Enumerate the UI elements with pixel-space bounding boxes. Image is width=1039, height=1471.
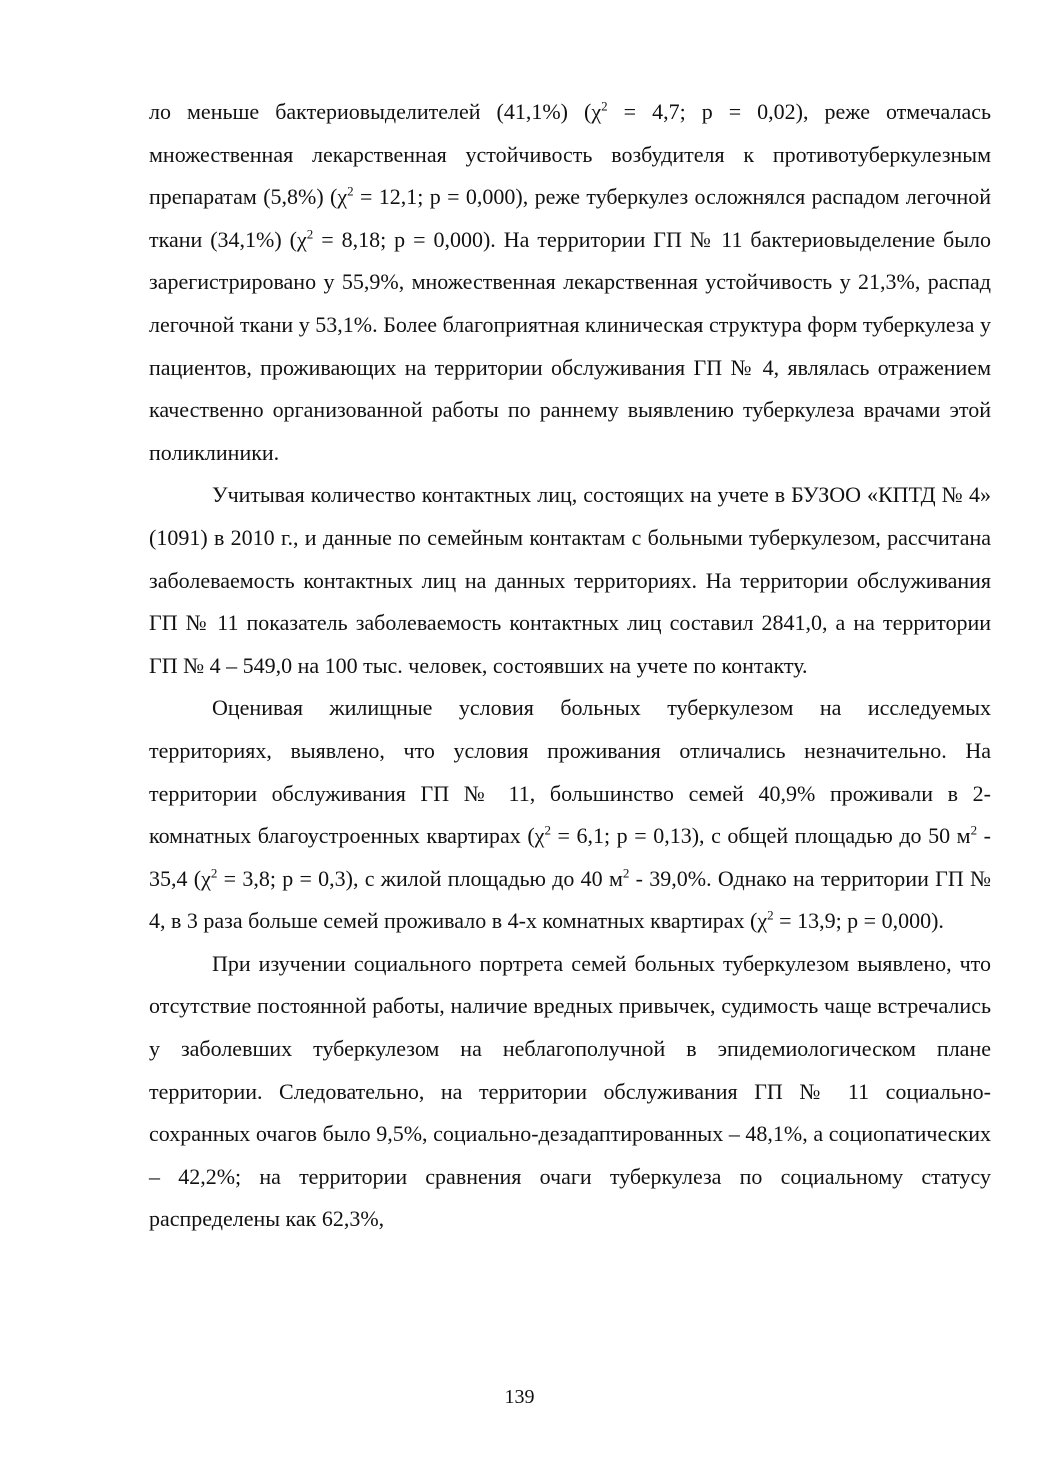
paragraph-1 <box>149 91 991 474</box>
superscript: 2 <box>622 865 630 881</box>
text-run: = 6,1; р = 0,13), с общей площадью до 50 м <box>550 823 971 849</box>
superscript: 2 <box>601 98 608 114</box>
document-page <box>149 91 991 1241</box>
superscript: 2 <box>767 907 774 923</box>
text-run: = 4,7; р = 0,02), реже отмечалась множественная лекарственная устойчивость возбудителя к противотуберкулезным препаратам (5,8%) (χ <box>149 99 992 210</box>
paragraph-3 <box>149 687 991 943</box>
superscript: 2 <box>210 865 218 881</box>
superscript: 2 <box>347 183 354 199</box>
superscript: 2 <box>970 822 978 838</box>
text-run: = 3,8; р = 0,3), с жилой площадью до 40 м <box>217 865 623 891</box>
text-run: - 39,0%. Однако на территории ГП № 4, в 3 раза больше семей проживало в 4-х комнатных квартирах (χ <box>149 865 992 934</box>
text-run: - 35,4 (χ <box>149 823 991 891</box>
superscript: 2 <box>306 226 314 242</box>
superscript: 2 <box>544 822 551 838</box>
paragraph-2 <box>149 474 991 687</box>
paragraph-4 <box>149 943 991 1241</box>
text-run: = 13,9; р = 0,000). <box>773 908 944 934</box>
text-run: = 12,1; р = 0,000), реже туберкулез осложнялся распадом легочной ткани (34,1%) (χ <box>149 184 991 252</box>
text-run: ло меньше бактериовыделителей (41,1%) (χ <box>149 99 602 124</box>
text-run: Учитывая количество контактных лиц, состоящих на учете в БУЗОО «КПТД № 4» (1091) в 2010 г., и данные по семейным контактам с больными туберкулезом, рассчитана заболеваемость контактных лиц на данных территориях. На территории обслуживания ГП № 11 показатель заболеваемость контактных лиц составил 2841,0, а на территории ГП № 4 – 549,0 на 100 тыс. человек, состоявших на учете по контакту. <box>149 482 991 678</box>
text-run: Оценивая жилищные условия больных туберкулезом на исследуемых территориях, выявлено, что условия проживания отличались незначительно. На территории обслуживания ГП № 11, большинство семей 40,9% проживали в 2-комнатных благоустроенных квартирах (χ <box>149 695 991 849</box>
text-run: При изучении социального портрета семей больных туберкулезом выявлено, что отсутствие постоянной работы, наличие вредных привычек, судимость чаще встречались у заболевших туберкулезом на неблагополучной в эпидемиологическом плане территории. Следовательно, на территории обслуживания ГП № 11 социально-сохранных очагов было 9,5%, социально-дезадаптированных – 48,1%, а социопатических – 42,2%; на территории сравнения очаги туберкулеза по социальному статусу распределены как 62,3%, <box>149 950 991 1232</box>
text-run: = 8,18; р = 0,000). На территории ГП № 11 бактериовыделение было зарегистрировано у 55,9%, множественная лекарственная устойчивость у 21,3%, распад легочной ткани у 53,1%. Более благоприятная клиническая структура форм туберкулеза у пациентов, проживающих на территории обслуживания ГП № 4, являлась отражением качественно организованной работы по раннему выявлению туберкулеза врачами этой поликлиники. <box>149 226 991 465</box>
page-number: 139 <box>504 1386 535 1408</box>
